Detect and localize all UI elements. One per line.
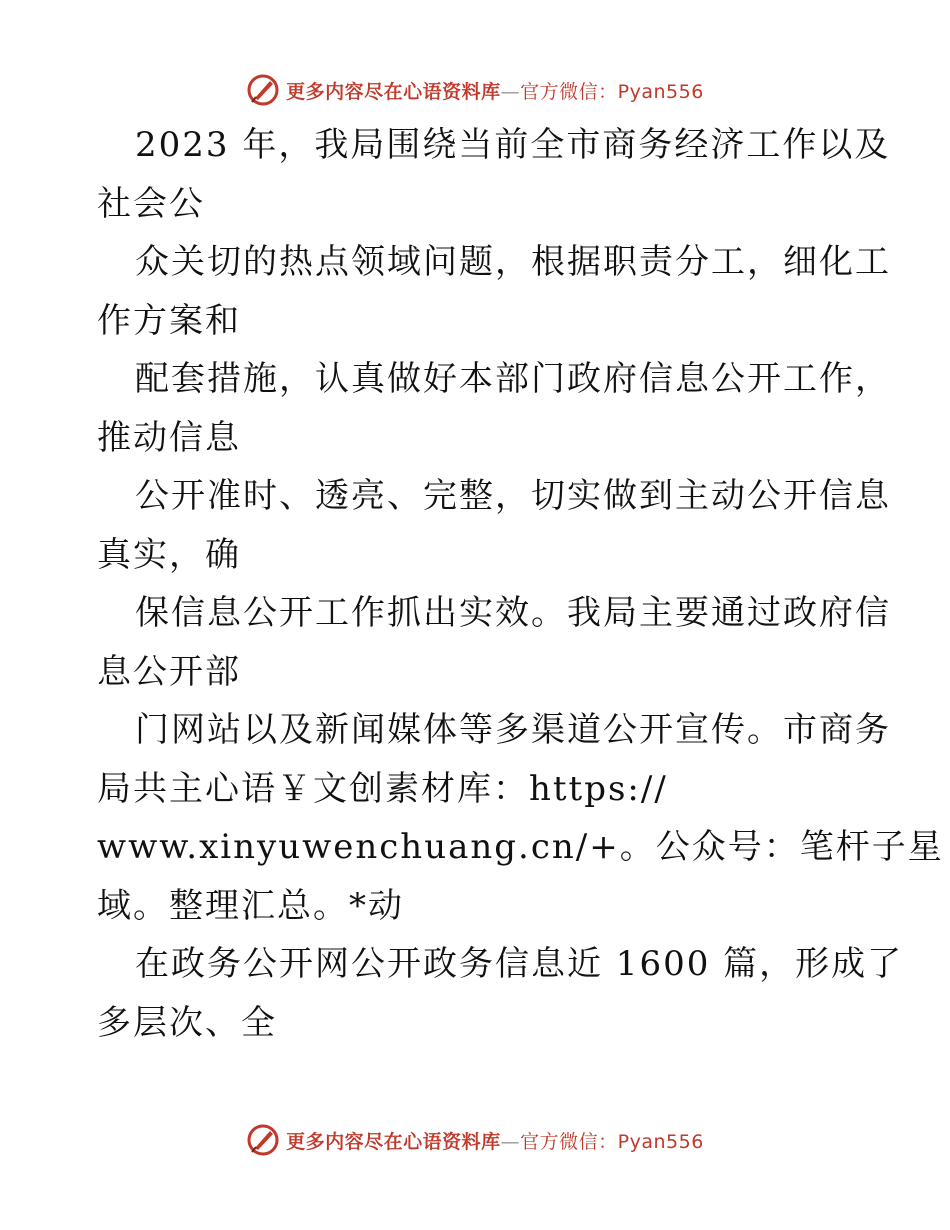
body-line: 息公开部 — [97, 651, 241, 692]
body-line: 门网站以及新闻媒体等多渠道公开宣传。市商务 — [135, 710, 891, 750]
body-line: 配套措施，认真做好本部门政府信息公开工作， — [135, 359, 891, 399]
body-line: 社会公 — [97, 183, 205, 224]
body-line: 公开准时、透亮、完整，切实做到主动公开信息 — [135, 476, 891, 516]
quill-logo-icon — [246, 1123, 280, 1157]
body-line: 作方案和 — [97, 300, 241, 341]
quill-logo-icon — [246, 73, 280, 107]
body-line: 2023 年，我局围绕当前全市商务经济工作以及 — [135, 125, 891, 165]
body-line: 在政务公开网公开政务信息近 1600 篇，形成了 — [135, 944, 904, 984]
watermark-text: 更多内容尽在心语资料库—官方微信：Pyan556 — [286, 80, 704, 103]
body-line: 众关切的热点领域问题，根据职责分工，细化工 — [135, 242, 891, 282]
header-watermark — [0, 70, 950, 110]
body-line-link: 局共主心语￥文创素材库：https:// — [97, 768, 668, 809]
footer-watermark — [0, 1120, 950, 1160]
body-line: 多层次、全 — [97, 1002, 277, 1043]
body-line: 域。整理汇总。*动 — [97, 885, 404, 926]
body-line: 推动信息 — [97, 417, 241, 458]
document-body — [97, 116, 944, 1052]
body-line: 真实，确 — [97, 534, 241, 575]
watermark-text: 更多内容尽在心语资料库—官方微信：Pyan556 — [286, 1130, 704, 1153]
body-line-url[interactable]: www.xinyuwenchuang.cn/+。公众号：笔杆子星 — [97, 827, 944, 867]
body-line: 保信息公开工作抓出实效。我局主要通过政府信 — [135, 593, 891, 633]
